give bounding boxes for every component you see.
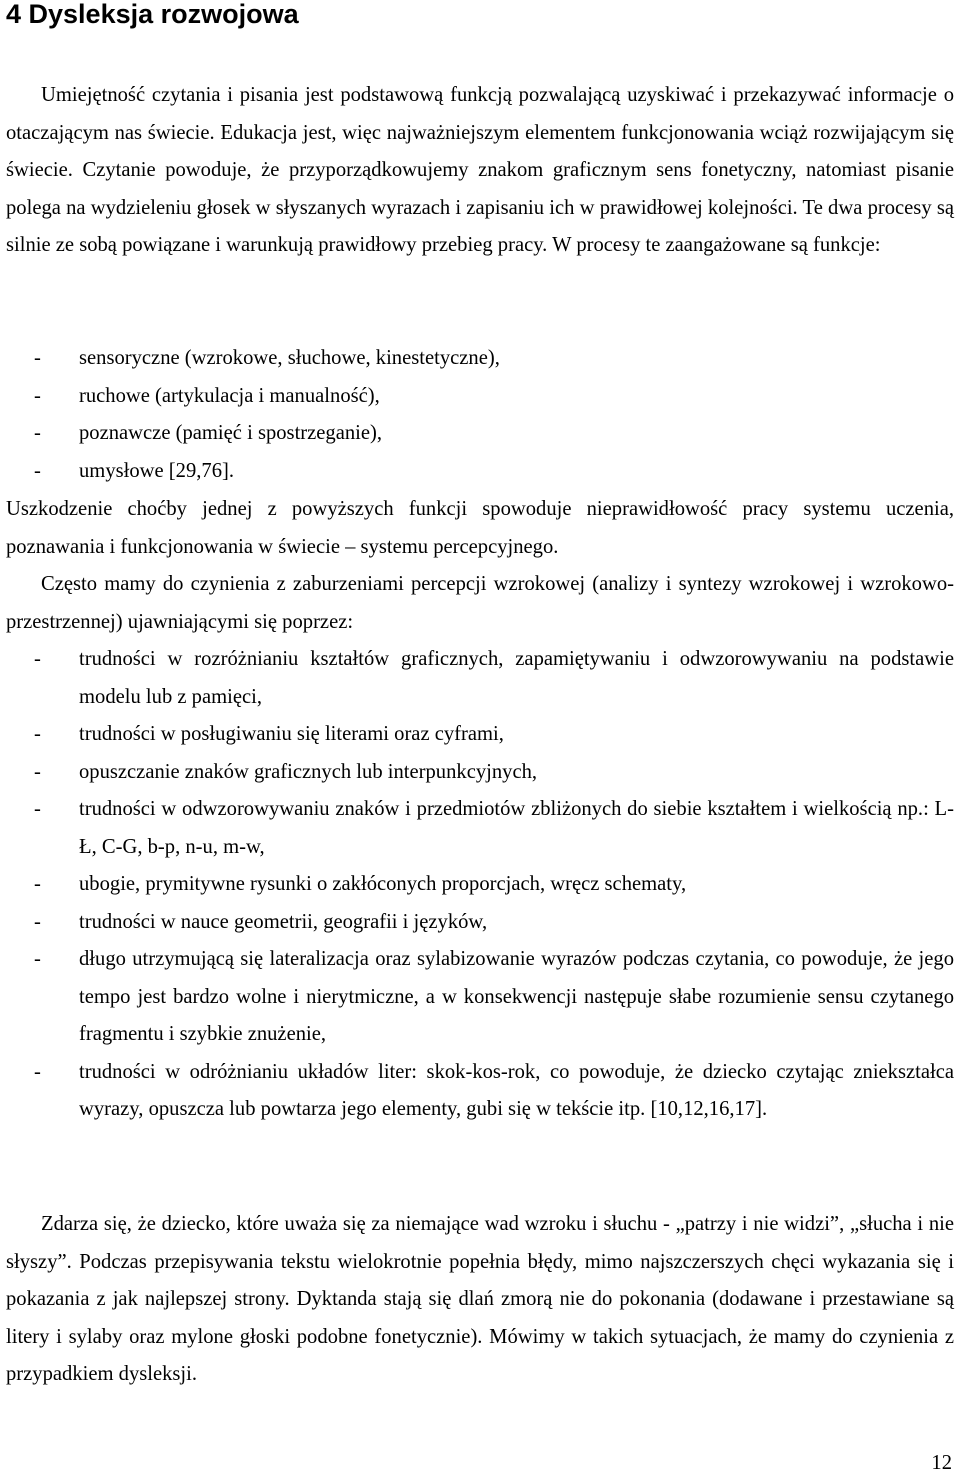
final-paragraph: Zdarza się, że dziecko, które uważa się za niemające wad wzroku i słuchu - „patrzy i nie widzi”, „słucha i nie słyszy”. Podczas przepisywania tekstu wielokrotnie popełnia błędy, mimo najszczerszych chęci wykazania się i pokazania z jak najlepszej strony. Dyktanda stają się dlań zmorą nie do pokonania (dodawane i przestawiane są litery i sylaby oraz mylone głoski podobne fonetycznie). Mówimy w takich sytuacjach, że mamy do czynienia z przypadkiem dysleksji. — [6, 1213, 954, 1385]
list-item-text: ubogie, prymitywne rysunki o zakłóconych proporcjach, wręcz schematy, — [79, 873, 687, 895]
list-marker: - — [34, 459, 41, 482]
chapter-heading: 4 Dysleksja rozwojowa — [6, 0, 299, 29]
list-item-text: trudności w nauce geometrii, geografii i języków, — [79, 910, 488, 933]
list-item — [6, 791, 954, 866]
list-marker: - — [34, 384, 41, 407]
list-marker: - — [34, 873, 41, 895]
list-item-text: opuszczanie znaków graficznych lub interpunkcyjnych, — [79, 760, 538, 783]
intro-paragraph: Umiejętność czytania i pisania jest podstawową funkcją pozwalającą uzyskiwać i przekazywać informacje o otaczającym nas świecie. Edukacja jest, więc najważniejszym elementem funkcjonowania wciąż rozwijającym się świecie. Czytanie powoduje, że przyporządkowujemy znakom graficznym sens fonetyczny, natomiast pisanie polega na wydzieleniu głosek w słyszanych wyrazach i zapisaniu ich w prawidłowej kolejności. Te dwa procesy są silnie ze sobą powiązane i warunkują prawidłowy przebieg pracy. W procesy te zaangażowane są funkcje: — [6, 84, 954, 256]
list-item-text: trudności w odróżnianiu układów liter: skok-kos-rok, co powoduje, że dziecko czytając zniekształca wyrazy, opuszcza lub powtarza jego elementy, gubi się w tekście itp. [10,12,16,17]. — [79, 1060, 954, 1120]
page-number: 12 — [931, 1452, 952, 1474]
list-marker: - — [34, 910, 41, 933]
list-item — [6, 340, 954, 378]
list-item — [6, 754, 954, 792]
list-item — [6, 415, 954, 453]
list-item — [6, 378, 954, 416]
perception-intro-paragraph: Często mamy do czynienia z zaburzeniami percepcji wzrokowej (analizy i syntezy wzrokowej i wzrokowo-przestrzennej) ujawniającymi się poprzez: — [6, 573, 954, 633]
list-item-text: poznawcze (pamięć i spostrzeganie), — [79, 422, 383, 444]
list-item-text: trudności w odwzorowywaniu znaków i przedmiotów zbliżonych do siebie kształtem i wielkością np.: L-Ł, C-G, b-p, n-u, m-w, — [79, 798, 954, 858]
list-item — [6, 941, 954, 1054]
functions-list — [6, 340, 954, 490]
list-item — [6, 716, 954, 754]
list-marker: - — [34, 798, 41, 820]
after-list-paragraph: Uszkodzenie choćby jednej z powyższych funkcji spowoduje nieprawidłowość pracy systemu uczenia, poznawania i funkcjonowania w świecie – systemu percepcyjnego. — [6, 498, 954, 558]
list-item-text: ruchowe (artykulacja i manualność), — [79, 384, 380, 407]
list-item — [6, 1054, 954, 1129]
list-marker: - — [34, 422, 41, 444]
list-marker: - — [34, 760, 41, 783]
list-marker: - — [34, 648, 41, 670]
list-item — [6, 904, 954, 942]
list-item — [6, 641, 954, 716]
list-item-text: trudności w posługiwaniu się literami oraz cyframi, — [79, 723, 504, 745]
list-marker: - — [34, 723, 41, 745]
list-item — [6, 453, 954, 491]
list-marker: - — [34, 1060, 41, 1083]
list-item — [6, 866, 954, 904]
list-marker: - — [34, 948, 41, 970]
list-item-text: sensoryczne (wzrokowe, słuchowe, kinestetyczne), — [79, 347, 500, 369]
list-marker: - — [34, 347, 41, 369]
list-item-text: umysłowe [29,76]. — [79, 459, 235, 482]
symptoms-list — [6, 641, 954, 1129]
document-page — [6, 0, 954, 1385]
list-item-text: długo utrzymującą się lateralizacja oraz sylabizowanie wyrazów podczas czytania, co powoduje, że jego tempo jest bardzo wolne i nierytmiczne, a w konsekwencji następuje słabe rozumienie sensu czytanego fragmentu i szybkie znużenie, — [79, 948, 954, 1045]
list-item-text: trudności w rozróżnianiu kształtów graficznych, zapamiętywaniu i odwzorowywaniu na podstawie modelu lub z pamięci, — [79, 648, 954, 708]
